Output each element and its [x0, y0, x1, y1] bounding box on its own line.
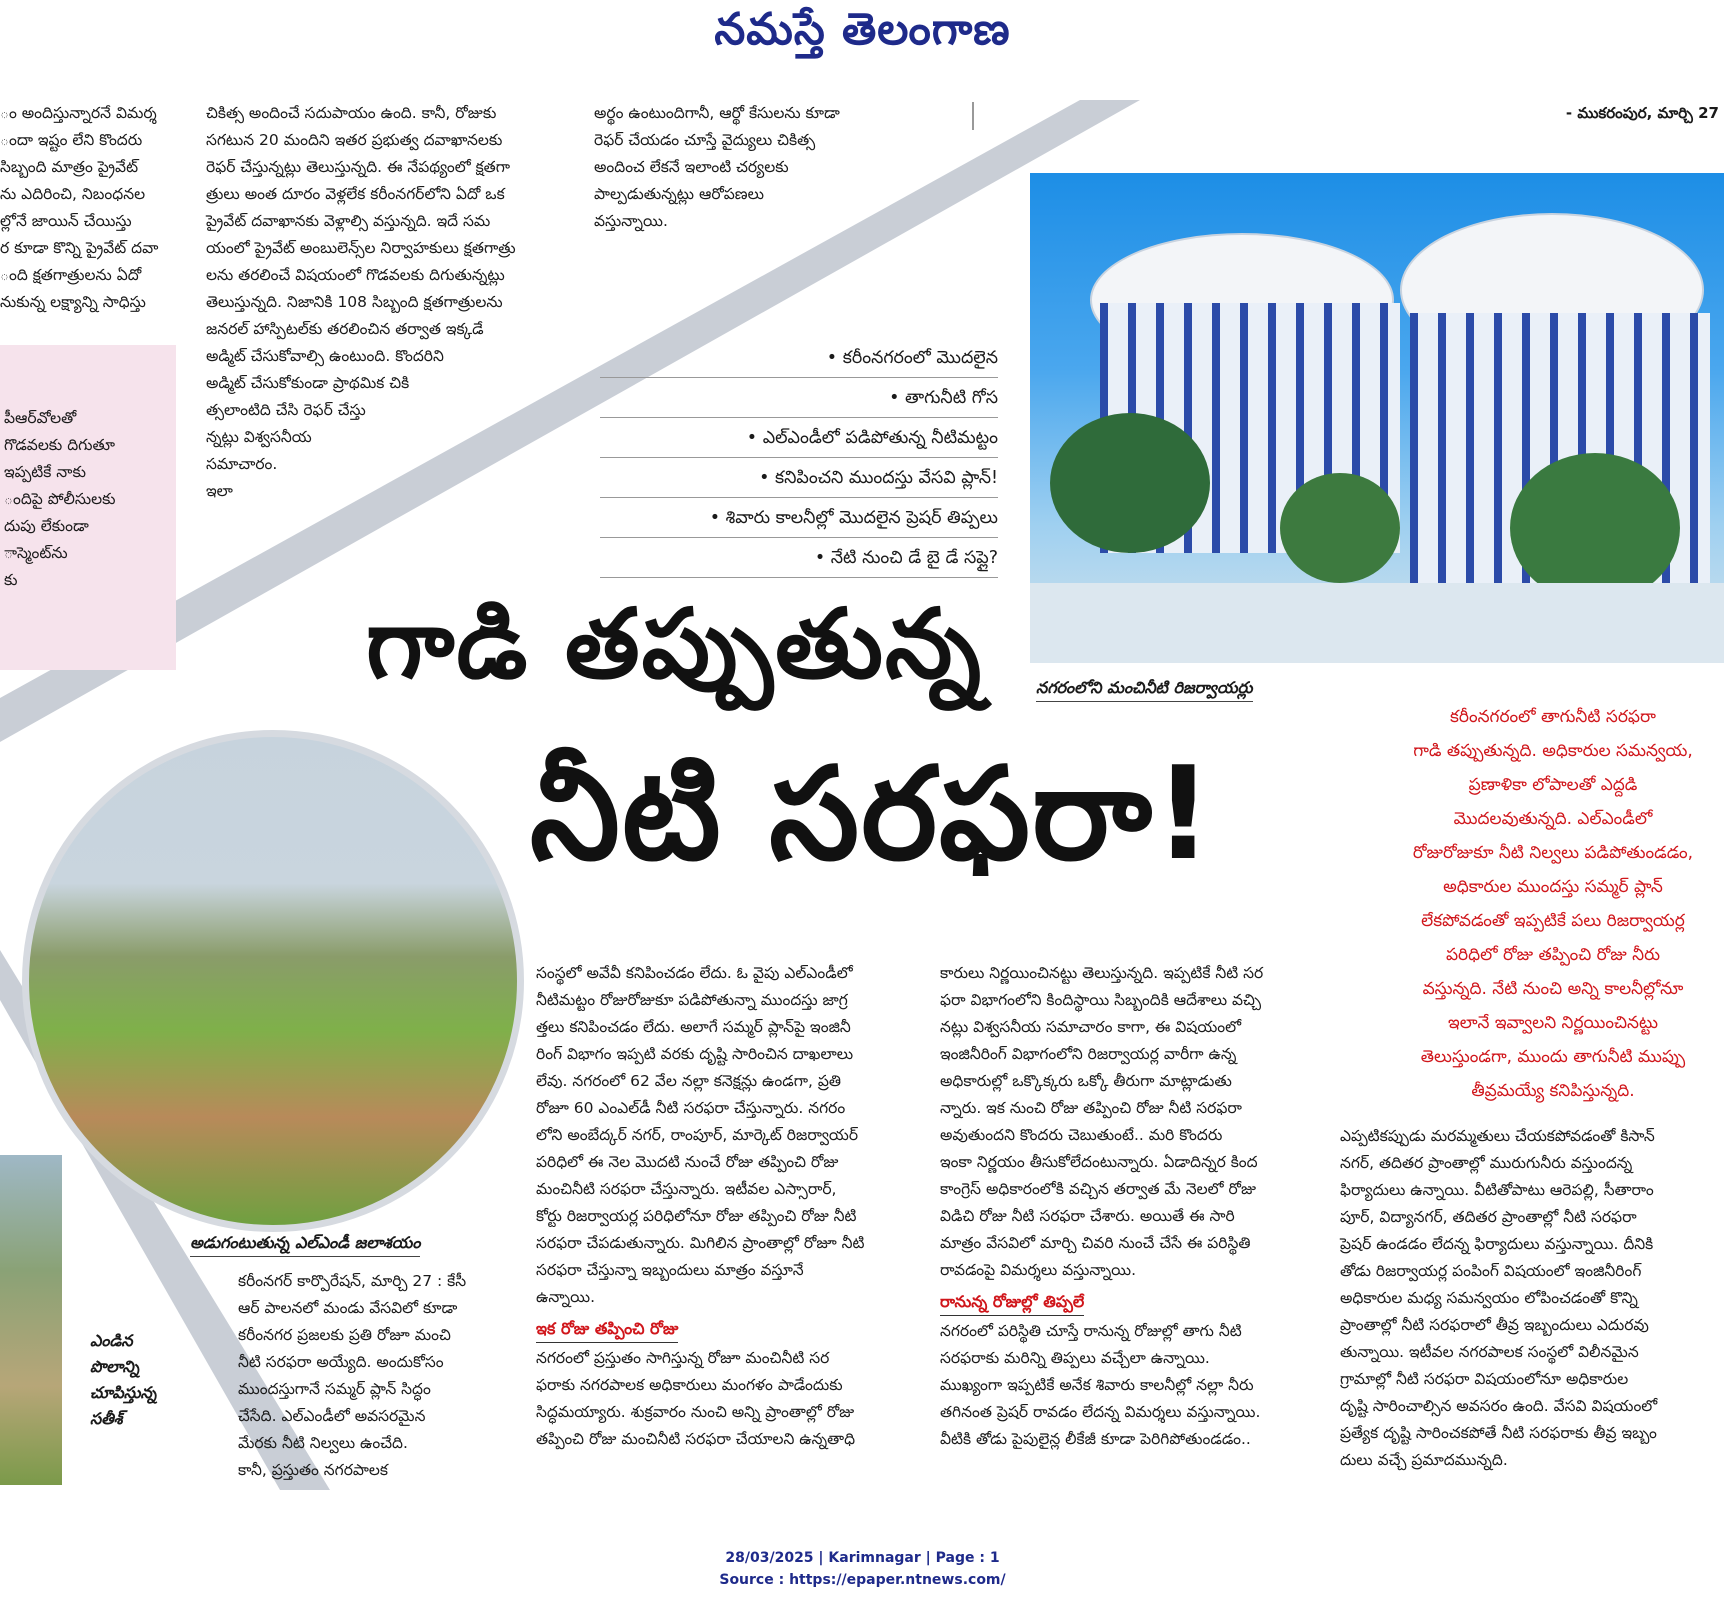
text-line: కానీ, ప్రస్తుతం నగరపాలక	[238, 1461, 388, 1479]
text-line: ఇలా	[206, 482, 233, 500]
text-line: ముందస్తుగానే సమ్మర్ ప్లాన్ సిద్ధం	[238, 1380, 431, 1398]
text-line: నగరంలో పరిస్థితి చూస్తే రానున్న రోజుల్లో తాగు నీటి	[940, 1322, 1242, 1340]
text-line: చేసేది. ఎల్‌ఎండీలో అవసరమైన	[238, 1407, 426, 1425]
highlight-item: • ఎల్‌ఎండీలో పడిపోతున్న నీటిమట్టం	[600, 420, 998, 458]
text-line: మాత్రం వేసవిలో మార్చి చివరి నుంచే చేసే ఈ పరిస్థితి	[940, 1234, 1251, 1252]
text-line: అడ్మిట్ చేసుకోకుండా ప్రాథమిక చికి	[206, 374, 410, 392]
text-line: రోజురోజుకూ నీటి నిల్వలు పడిపోతుండడం,	[1412, 843, 1694, 863]
text-line: సరఫరాకు మరిన్ని తిప్పలు వచ్చేలా ఉన్నాయి.	[940, 1349, 1210, 1367]
text-line: ఇలానే ఇవ్వాలని నిర్ణయించినట్టు	[1447, 1013, 1658, 1033]
text-line: గొడవలకు దిగుతూ	[4, 436, 115, 454]
text-line: ప్రెషర్ ఉండడం లేదన్న ఫిర్యాదులు వస్తున్నాయి. దీనికి	[1340, 1235, 1654, 1253]
text-line: రావడంపై విమర్శలు వస్తున్నాయి.	[940, 1261, 1137, 1279]
text-line: తెలుస్తున్నది. నిజానికి 108 సిబ్బంది క్షతగాత్రులను	[206, 293, 503, 311]
text-line: ాస్మెంట్‌ను	[4, 544, 68, 562]
text-line: ప్రత్యేక దృష్టి సారించకపోతే నీటి సరఫరాకు తీవ్ర ఇబ్బం	[1340, 1424, 1657, 1442]
text-line: ప్రాంతాల్లో నీటి సరఫరాలో తీవ్ర ఇబ్బందులు ఎదురవు	[1340, 1316, 1649, 1334]
lake-photo	[22, 730, 524, 1232]
text-line: త్రులు అంత దూరం వెళ్లలేక కరీంనగర్‌లోని ఏదో ఒక	[206, 185, 505, 203]
photo-caption-reservoirs: నగరంలోని మంచినీటి రిజర్వాయర్లు	[1036, 678, 1253, 702]
top-column-2	[206, 100, 552, 505]
text-line: అధికారుల్లో ఒక్కొక్కరు ఒక్కో తీరుగా మాట్లాడుతు	[940, 1072, 1232, 1090]
text-line: ఇంకా నిర్ణయం తీసుకోలేదంటున్నారు. ఏడాదిన్నర కింద	[940, 1153, 1258, 1171]
text-line: రింగ్ విభాగం ఇప్పటి వరకు దృష్టి సారించిన దాఖలాలు	[536, 1045, 854, 1063]
text-line: అధికారుల ముందస్తు సమ్మర్ ప్లాన్	[1443, 877, 1663, 897]
dry-field-photo	[0, 1155, 62, 1485]
summary-highlight	[1382, 700, 1724, 1108]
text-line: లోని అంబేద్కర్ నగర్, రాంపూర్, మార్కెట్ రిజర్వాయర్	[536, 1126, 859, 1144]
text-line: మంచినీటి సరఫరా చేస్తున్నారు. ఇటీవల ఎస్సారార్,	[536, 1180, 837, 1198]
text-line: యంలో ప్రైవేట్ అంబులెన్స్‌ల నిర్వాహకులు క్షతగాత్రు	[206, 239, 516, 257]
photo-caption-lake: అడుగంటుతున్న ఎల్‌ఎండీ జలాశయం	[190, 1233, 420, 1257]
text-line: ను ఎదిరించి, నిబంధనల	[0, 185, 146, 203]
text-line: వీటికి తోడు పైపులైన్ల లీకేజీ కూడా పెరిగిపోతుండడం..	[940, 1430, 1251, 1448]
text-line: ందా ఇష్టం లేని కొందరు	[0, 131, 143, 149]
text-line: అందించ లేకనే ఇలాంటి చర్యలకు	[594, 158, 789, 176]
text-line: దులు వచ్చే ప్రమాదమున్నది.	[1340, 1451, 1508, 1469]
top-column-3	[594, 100, 920, 235]
text-line: చికిత్స అందించే సదుపాయం ఉంది. కానీ, రోజుకు	[206, 104, 497, 122]
text-line: మేరకు నీటి నిల్వలు ఉంచేది.	[238, 1434, 408, 1452]
text-line: సరఫరా చేస్తున్నా ఇబ్బందులు మాత్రం వస్తూనే	[536, 1261, 804, 1279]
body-column-3	[940, 960, 1320, 1453]
text-line: ఇప్పటికే నాకు	[4, 463, 86, 481]
text-line: ర కూడా కొన్ని ప్రైవేట్ దవా	[0, 239, 159, 257]
text-line: ందిపై పోలీసులకు	[4, 490, 116, 508]
text-line: తోడు రిజర్వాయర్ల పంపింగ్ విషయంలో ఇంజినీరింగ్	[1340, 1262, 1642, 1280]
text-line: కోర్టు రిజర్వాయర్ల పరిధిలోనూ రోజు తప్పించి రోజు నీటి	[536, 1207, 857, 1225]
text-line: రెఫర్ చేయడం చూస్తే వైద్యులు చికిత్స	[594, 131, 816, 149]
text-line: రెఫర్ చేస్తున్నట్లు తెలుస్తున్నది. ఈ నేపథ్యంలో క్షతగా	[206, 158, 511, 176]
highlight-item: • కనిపించని ముందస్తు వేసవి ప్లాన్!	[600, 460, 998, 498]
text-line: వస్తున్నాయి.	[594, 212, 668, 230]
text-line: ప్రణాళికా లోపాలతో ఎద్దడి	[1468, 775, 1638, 795]
text-line: ఉన్నాయి.	[536, 1288, 596, 1306]
text-line: పీఆర్‌వోలతో	[4, 409, 77, 427]
text-line: త్తలు కనిపించడం లేదు. అలాగే సమ్మర్ ప్లాన్‌పై ఇంజినీ	[536, 1018, 851, 1036]
text-line: ంది క్షతగాత్రులను ఏదో	[0, 266, 142, 284]
subhead-alternate-day: ఇక రోజు తప్పించి రోజు	[536, 1315, 678, 1343]
text-line: తప్పించి రోజు మంచినీటి సరఫరా చేయాలని ఉన్నతాధి	[536, 1430, 856, 1448]
text-line: కరీంనగర్ కార్పొరేషన్, మార్చి 27 : కేసీ	[238, 1272, 467, 1290]
text-line: లను తరలించే విషయంలో గొడవలకు దిగుతున్నట్లు	[206, 266, 505, 284]
text-line: ఫరాకు నగరపాలక అధికారులు మంగళం పాడేందుకు	[536, 1376, 843, 1394]
text-line: తున్నాయి. ఇటీవల నగరపాలక సంస్థలో విలీనమైన	[1340, 1343, 1639, 1361]
text-line: అడ్మిట్ చేసుకోవాల్సి ఉంటుంది. కొందరిని	[206, 347, 444, 365]
text-line: ల్లోనే జాయిన్ చేయిస్తు	[0, 212, 132, 230]
text-line: విడిచి రోజు నీటి సరఫరా చేశారు. అయితే ఈ సారి	[940, 1207, 1235, 1225]
text-line: గ్రామాల్లో నీటి సరఫరా విషయంలోనూ అధికారుల	[1340, 1370, 1629, 1388]
text-line: అర్థం ఉంటుందిగానీ, ఆర్థో కేసులను కూడా	[594, 104, 840, 122]
text-line: రోజూ 60 ఎంఎల్‌డీ నీటి సరఫరా చేస్తున్నారు. నగరం	[536, 1099, 846, 1117]
text-line: ఇంజినీరింగ్ విభాగంలోని రిజర్వాయర్ల వారీగా ఉన్న	[940, 1045, 1237, 1063]
text-line: సరఫరా చేపడుతున్నారు. మిగిలిన ప్రాంతాల్లో రోజూ నీటి	[536, 1234, 865, 1252]
text-line: కాంగ్రెస్ అధికారంలోకి వచ్చిన తర్వాత మే నెలలో రోజు	[940, 1180, 1256, 1198]
text-line: వస్తున్నది. నేటి నుంచి అన్ని కాలనీల్లోనూ	[1422, 979, 1684, 999]
text-line: మొదలవుతున్నది. ఎల్‌ఎండీలో	[1453, 809, 1653, 829]
text-line: న్నట్లు విశ్వసనీయ	[206, 428, 312, 446]
text-line: ం అందిస్తున్నారనే విమర్శ	[0, 104, 157, 122]
text-line: కు	[4, 571, 18, 589]
text-line: తెలుస్తుండగా, ముందు తాగునీటి ముప్పు	[1420, 1047, 1686, 1067]
subhead-coming-days: రానున్న రోజుల్లో తిప్పలే	[940, 1288, 1084, 1316]
highlight-item: • శివారు కాలనీల్లో మొదలైన ప్రెషర్ తిప్పలు	[600, 500, 998, 538]
text-line: కారులు నిర్ణయించినట్టు తెలుస్తున్నది. ఇప్పటికే నీటి సర	[940, 964, 1264, 982]
text-line: పరిధిలో ఈ నెల మొదటి నుంచే రోజు తప్పించి రోజు	[536, 1153, 839, 1171]
text-line: దుపు లేకుండా	[4, 517, 89, 535]
highlights-list	[600, 340, 998, 580]
text-line: నట్లు విశ్వసనీయ సమాచారం కాగా, ఈ విషయంలో	[940, 1018, 1242, 1036]
text-line: గాడి తప్పుతున్నది. అధికారుల సమన్వయ,	[1413, 741, 1693, 761]
text-line: జనరల్ హాస్పిటల్‌కు తరలించిన తర్వాత ఇక్కడే	[206, 320, 484, 338]
text-line: ఫరా విభాగంలోని కిందిస్థాయి సిబ్బందికి ఆదేశాలు వచ్చి	[940, 991, 1262, 1009]
text-line: న్నారు. ఇక నుంచి రోజు తప్పించి రోజు నీటి సరఫరా	[940, 1099, 1242, 1117]
reservoir-photo	[1030, 173, 1724, 663]
text-line: నగరంలో ప్రస్తుతం సాగిస్తున్న రోజూ మంచినీటి సర	[536, 1349, 830, 1367]
headline-line-1: గాడి తప్పుతున్న	[366, 588, 983, 700]
text-line: అవుతుందని కొందరు చెబుతుంటే.. మరి కొందరు	[940, 1126, 1223, 1144]
body-column-1	[238, 1268, 508, 1484]
text-line: సిబ్బంది మాత్రం ప్రైవేట్	[0, 158, 139, 176]
highlight-item: • కరీంనగరంలో మొదలైన	[600, 340, 998, 378]
text-line: ఎప్పటికప్పుడు మరమ్మతులు చేయకపోవడంతో కిసాన్	[1340, 1127, 1655, 1145]
text-line: ముఖ్యంగా ఇప్పటికే అనేక శివారు కాలనీల్లో నల్లా నీరు	[940, 1376, 1254, 1394]
masthead: నమస్తే తెలంగాణ	[714, 4, 1011, 55]
text-line: నగర్, తదితర ప్రాంతాల్లో మురుగునీరు వస్తుందన్న	[1340, 1154, 1633, 1172]
dateline: - ముకరంపుర, మార్చి 27	[1565, 104, 1719, 122]
text-line: త్సలాంటిది చేసి రెఫర్ చేస్తు	[206, 401, 366, 419]
text-line: ఫిర్యాదులు ఉన్నాయి. వీటితోపాటు ఆరెపల్లి, సీతారాం	[1340, 1181, 1654, 1199]
text-line: లేకపోవడంతో ఇప్పటికే పలు రిజర్వాయర్ల	[1421, 911, 1685, 931]
text-line: తీవ్రమయ్యే కనిపిస్తున్నది.	[1471, 1081, 1635, 1101]
text-line: కరీంనగర ప్రజలకు ప్రతి రోజూ మంచి	[238, 1326, 451, 1344]
text-line: సగటున 20 మందిని ఇతర ప్రభుత్వ దవాఖానలకు	[206, 131, 503, 149]
text-line: దృష్టి సారించాల్సిన అవసరం ఉంది. వేసవి విషయంలో	[1340, 1397, 1658, 1415]
text-line: నుకున్న లక్ష్యాన్ని సాధిస్తు	[0, 293, 146, 311]
text-line: తగినంత ప్రెషర్ రావడం లేదన్న విమర్శలు వస్తున్నాయి.	[940, 1403, 1261, 1421]
photo-caption-field: ఎండిన పొలాన్ని చూపిస్తున్న సతీశ్	[90, 1331, 157, 1428]
body-column-2	[536, 960, 916, 1453]
highlight-item: • తాగునీటి గోస	[600, 380, 998, 418]
sidebar-text	[4, 405, 174, 594]
highlight-item: • నేటి నుంచి డే బై డే సప్లై?	[600, 540, 998, 578]
footer	[0, 1547, 1725, 1591]
text-line: సంస్థలో అవేవీ కనిపించడం లేదు. ఓ వైపు ఎల్‌ఎండీలో	[536, 964, 853, 982]
text-line: ప్రైవేట్ దవాఖానకు వెళ్లాల్సి వస్తున్నది. ఇదే సమ	[206, 212, 491, 230]
text-line: లేవు. నగరంలో 62 వేల నల్లా కనెక్షన్లు ఉండగా, ప్రతి	[536, 1072, 841, 1090]
headline-line-2: నీటి సరఫరా!	[530, 740, 1215, 889]
text-line: పూర్, విద్యానగర్, తదితర ప్రాంతాల్లో నీటి సరఫరా	[1340, 1208, 1637, 1226]
text-line: కరీంనగరంలో తాగునీటి సరఫరా	[1450, 707, 1656, 727]
text-line: సిద్ధమయ్యారు. శుక్రవారం నుంచి అన్ని ప్రాంతాల్లో రోజు	[536, 1403, 855, 1421]
text-line: పరిధిలో రోజు తప్పించి రోజు నీరు	[1445, 945, 1661, 965]
text-line: అధికారుల మధ్య సమన్వయం లోపించడంతో కొన్ని	[1340, 1289, 1638, 1307]
footer-source: Source : https://epaper.ntnews.com/	[719, 1572, 1006, 1588]
text-line: ఆర్ పాలనలో మండు వేసవిలో కూడా	[238, 1299, 458, 1317]
top-column-1	[0, 100, 178, 316]
text-line: నీటి సరఫరా అయ్యేది. అందుకోసం	[238, 1353, 444, 1371]
body-column-4	[1340, 1123, 1722, 1474]
text-line: నీటిమట్టం రోజురోజుకూ పడిపోతున్నా ముందస్తు జాగ్ర	[536, 991, 848, 1009]
footer-edition: 28/03/2025 | Karimnagar | Page : 1	[725, 1550, 1000, 1566]
divider	[972, 102, 974, 130]
text-line: సమాచారం.	[206, 455, 278, 473]
text-line: పాల్పడుతున్నట్లు ఆరోపణలు	[594, 185, 764, 203]
